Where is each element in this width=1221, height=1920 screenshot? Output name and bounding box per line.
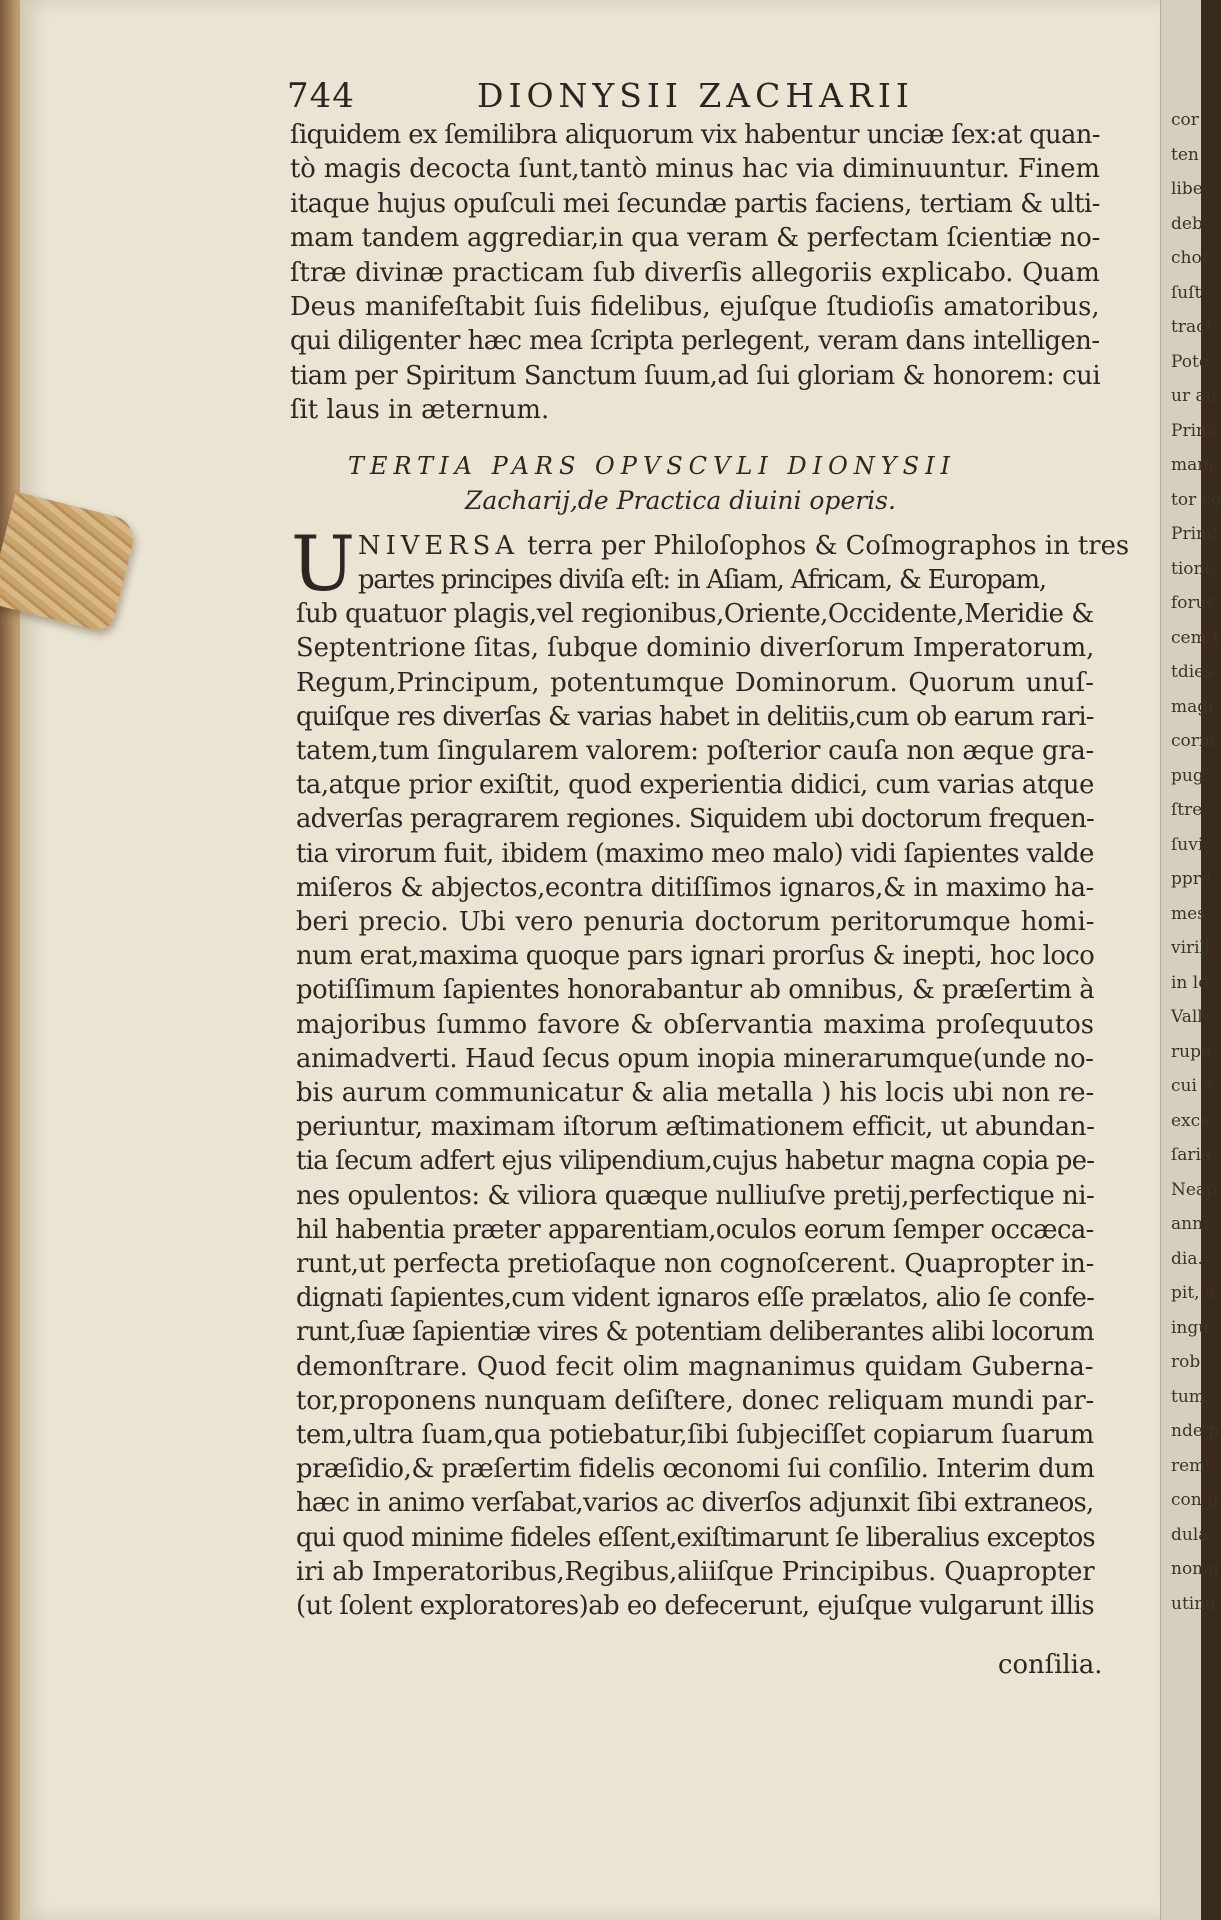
body-line: bis aurum communicatur & alia metalla ) his locis ubi non re- (296, 1078, 1095, 1108)
section-title: TERTIA PARS OPVSCVLI DIONYSII (348, 452, 957, 480)
body-line: dignati ſapientes,cum vident ignaros eſſe prælatos, alio ſe confe- (296, 1283, 1095, 1314)
intro-line: tiam per Spiritum Sanctum ſuum,ad ſui gloriam & honorem: cui (290, 360, 1101, 391)
facing-page-fragment: virili (1171, 938, 1211, 958)
facing-page-fragment: ſtre (1171, 800, 1203, 820)
body-line: iri ab Imperatoribus,Regibus,aliiſque Principibus. Quapropter (296, 1556, 1095, 1587)
section-subtitle: Zacharij,de Practica diuini operis. (465, 486, 896, 515)
body-line: tor,proponens nunquam deſiſtere, donec reliquam mundi par- (296, 1385, 1095, 1416)
facing-page-fragment: exca (1171, 1110, 1211, 1131)
body-line: (ut ſolent exploratores)ab eo defecerunt, ejuſque vulgarunt illis (296, 1591, 1095, 1621)
facing-page-fragment: dia. (1171, 1248, 1203, 1269)
facing-page-fragment: ſuvi (1171, 834, 1204, 855)
facing-page-fragment: nomu (1171, 1559, 1220, 1579)
facing-page-fragment: utinu (1171, 1593, 1217, 1614)
facing-page-fragment: ſuſt (1171, 282, 1202, 303)
body-line: præſidio,& præſertim fidelis œconomi ſui conſilio. Interim dum (296, 1454, 1095, 1485)
body-line: hæc in animo verſabat,varios ac diverſos adjunxit ſibi extraneos, (296, 1488, 1094, 1519)
intro-line: ſtræ divinæ practicam ſub diverſis allegoriis explicabo. Quam (290, 257, 1100, 288)
body-line: runt,ſuæ ſapientiæ vires & potentiam deliberantes alibi locorum (296, 1317, 1094, 1348)
body-line: tia virorum fuit, ibidem (maximo meo malo) vidi ſapientes valde (296, 838, 1094, 869)
facing-page-fragment: tdies (1171, 662, 1213, 682)
body-line: partes principes diviſa eſt: in Aſiam, Africam, & Europam, (358, 565, 1046, 595)
intro-line: qui diligenter hæc mea ſcripta perlegent, veram dans intelligen- (290, 326, 1100, 357)
facing-page-fragment: rob (1171, 1352, 1201, 1372)
first-line-smallcaps: NIVERSA (358, 531, 519, 561)
page-header (287, 72, 1097, 120)
body-line: qui quod minime fideles eſſent,exiſtimarunt ſe liberalius exceptos (296, 1522, 1095, 1553)
body-line: tem,ultra ſuam,qua potiebatur,ſibi ſubjeciſſet copiarum ſuarum (296, 1420, 1094, 1450)
facing-page-fragment: pit, a (1171, 1283, 1216, 1303)
facing-page-fragment: forur (1171, 593, 1215, 613)
facing-page-fragment: magi (1171, 696, 1214, 717)
facing-page-fragment: Pote (1171, 351, 1209, 372)
facing-page-fragment: ten (1171, 144, 1199, 165)
facing-page-fragment: cor (1171, 110, 1199, 130)
facing-page-fragment: cem t (1171, 627, 1219, 648)
facing-page-fragment: ingu (1171, 1317, 1210, 1338)
body-line: runt,ut perfecta pretioſaque non cognoſcerent. Quapropter in- (296, 1249, 1095, 1279)
body-line: ſub quatuor plagis,vel regionibus,Oriente,Occidente,Meridie & (296, 599, 1094, 630)
facing-page-fragment: nde p (1171, 1421, 1220, 1441)
first-line (358, 531, 1130, 561)
facing-page-fragment: tor co (1171, 489, 1221, 510)
body-line: potiſſimum ſapientes honorabantur ab omnibus, & præſertim à (296, 975, 1095, 1006)
intro-line: Deus manifeſtabit ſuis fidelibus, ejuſque ſtudioſis amatoribus, (290, 292, 1100, 322)
body-line: quiſque res diverſas & varias habet in delitiis,cum ob earum rari- (296, 701, 1094, 732)
body-line: tatem,tum ſingularem valorem: poſterior cauſa non æque gra- (296, 736, 1094, 766)
intro-line: tò magis decocta ſunt,tantò minus hac via diminuuntur. Finem (290, 154, 1100, 185)
body-line: tia ſecum adfert ejus vilipendium,cujus habetur magna copia pe- (296, 1146, 1095, 1177)
first-line-rest: terra per Philoſophos & Coſmographos in tres (518, 531, 1130, 561)
intro-line: itaque hujus opuſculi mei ſecundæ partis faciens, tertiam & ulti- (290, 188, 1100, 219)
facing-page-fragment: ſaria (1171, 1145, 1212, 1165)
facing-page-fragment: mam (1171, 455, 1214, 475)
facing-page-fragment: rupe (1171, 1041, 1212, 1062)
facing-page-fragment: dula (1171, 1524, 1209, 1545)
body-line: adverſas peragrarem regiones. Siquidem ubi doctorum frequen- (296, 804, 1095, 835)
facing-page-fragment: tum (1171, 1386, 1205, 1407)
body-line: miſeros & abjectos,econtra ditiſſimos ignaros,& in maximo ha- (296, 872, 1095, 903)
facing-page-fragment: Princ (1171, 420, 1217, 441)
body-line: demonſtrare. Quod fecit olim magnanimus quidam Guberna- (296, 1351, 1094, 1382)
body-line: Septentrione ſitas, ſubque dominio diverſorum Imperatorum, (296, 633, 1095, 664)
facing-page-fragment: libe (1171, 179, 1203, 199)
facing-page-fragment: Princ (1171, 524, 1217, 544)
intro-line: ſit laus in æternum. (290, 395, 550, 426)
facing-page-edge (1160, 0, 1221, 1920)
page-number: 744 (287, 76, 355, 116)
facing-page-fragment: chor (1171, 248, 1210, 268)
body-line: ta,atque prior exiſtit, quod experientia didici, cum varias atque (296, 770, 1094, 801)
facing-page-fragment: Vall (1171, 1007, 1203, 1027)
drop-cap: U (291, 519, 356, 608)
body-line: nes opulentos: & viliora quæque nulliuſve pretij,perfectique ni- (296, 1180, 1095, 1211)
facing-page-fragment: corm (1171, 731, 1216, 751)
facing-page-fragment: deb (1171, 213, 1203, 234)
body-line: majoribus ſummo favore & obſervantia maxima proſequutos (296, 1009, 1095, 1040)
body-line: animadverti. Haud ſecus opum inopia minerarumque(unde no- (296, 1043, 1094, 1074)
facing-page-fragment: cui a (1171, 1076, 1213, 1096)
final-line: conſilia. (998, 1650, 1103, 1680)
body-line: Regum,Principum, potentumque Dominorum. Quorum unuſ- (296, 667, 1094, 698)
facing-page-fragment: ppre (1171, 869, 1211, 889)
facing-page-fragment: Neap (1171, 1179, 1217, 1200)
intro-line: ſiquidem ex ſemilibra aliquorum vix habentur unciæ ſex:at quan- (290, 120, 1100, 150)
facing-page-fragment: con p (1171, 1490, 1218, 1510)
facing-page-fragment: in lo (1171, 972, 1209, 993)
facing-page-fragment: pug (1171, 765, 1204, 786)
facing-page-fragment: mes (1171, 903, 1206, 924)
facing-page-fragment: tione (1171, 558, 1215, 579)
facing-page-fragment: ur an (1171, 386, 1217, 406)
facing-page-fragment: tract (1171, 317, 1213, 337)
facing-page-fragment: rem (1171, 1455, 1206, 1476)
body-line: hil habentia præter apparentiam,oculos eorum ſemper occæca- (296, 1214, 1094, 1245)
body-line: periuntur, maximam iſtorum æſtimationem efficit, ut abundan- (296, 1112, 1095, 1143)
intro-line: mam tandem aggrediar,in qua veram & perfectam ſcientiæ no- (290, 223, 1101, 254)
running-head: DIONYSII ZACHARII (477, 76, 914, 115)
body-line: beri precio. Ubi vero penuria doctorum peritorumque homi- (296, 907, 1095, 937)
body-line: num erat,maxima quoque pars ignari prorſus & inepti, hoc loco (296, 941, 1095, 972)
facing-page-fragment: anni (1171, 1214, 1209, 1234)
